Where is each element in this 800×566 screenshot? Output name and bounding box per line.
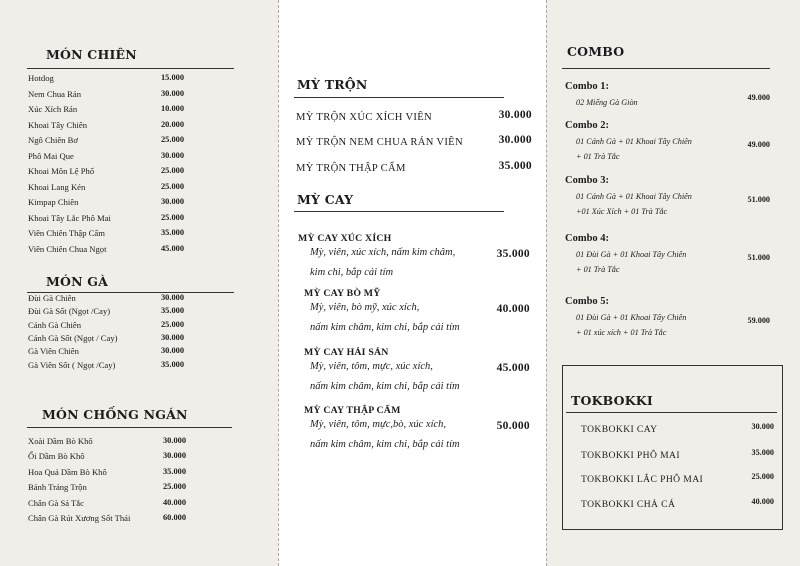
menu-item-price: 50.000 (496, 420, 530, 432)
combo-description: 01 Cánh Gà + 01 Khoai Tây Chiên (576, 137, 692, 146)
combo-name: Combo 4: (565, 233, 610, 244)
section-title-mon-ga: MÓN GÀ (46, 274, 109, 289)
menu-item-name: Nem Chua Rán (28, 88, 81, 99)
menu-item-price: 35.000 (160, 359, 184, 369)
menu-item-name: Chân Gà Sả Tắc (28, 497, 84, 508)
section-rule (294, 211, 504, 212)
menu-item-name: TOKBOKKI PHÔ MAI (581, 450, 680, 461)
menu-item-name: MỲ TRỘN THẬP CẨM (296, 163, 406, 174)
menu-item-price: 25.000 (751, 472, 774, 481)
menu-item-description: nấm kim châm, kim chi, bắp cải tím (310, 381, 460, 392)
combo-description: 01 Cánh Gà + 01 Khoai Tây Chiên (576, 192, 692, 201)
section-rule (27, 427, 232, 428)
menu-item-description: nấm kim châm, kim chi, bắp cải tím (310, 439, 460, 450)
section-rule (566, 412, 777, 413)
menu-item-price: 35.000 (162, 466, 186, 476)
menu-item-name: Khoai Tây Lắc Phô Mai (28, 212, 111, 223)
menu-item-price: 10.000 (160, 104, 184, 113)
combo-description: 01 Đùi Gà + 01 Khoai Tây Chiên (576, 250, 687, 259)
menu-item-price: 30.000 (162, 436, 186, 445)
menu-item-description: kim chi, bắp cải tím (310, 267, 394, 278)
menu-item-name: TOKBOKKI LẮC PHÔ MAI (581, 474, 704, 485)
menu-item-price: 40.000 (496, 303, 530, 315)
combo-price: 51.000 (747, 195, 770, 204)
combo-description: + 01 xúc xích + 01 Trà Tắc (576, 328, 667, 337)
menu-item-name: Xúc Xích Rán (28, 104, 78, 114)
section-title-mon-chien: MÓN CHIÊN (46, 47, 137, 62)
menu-item-name: Viên Chiên Chua Ngọt (28, 243, 107, 254)
combo-price: 49.000 (747, 140, 770, 149)
menu-item-name: Khoai Môn Lệ Phố (28, 166, 95, 176)
menu-item-name: Bánh Tráng Trộn (28, 482, 87, 493)
combo-description: + 01 Trà Tắc (576, 265, 620, 274)
section-title-my-cay: MỲ CAY (297, 192, 354, 207)
menu-item-description: Mỳ, viên, tôm, mực,bò, xúc xích, (310, 419, 447, 430)
menu-item-price: 30.000 (160, 332, 184, 342)
menu-item-name: MỲ CAY THẬP CẨM (304, 405, 401, 416)
menu-item-price: 25.000 (160, 135, 184, 144)
combo-description: +01 Xúc Xích + 01 Trà Tắc (576, 207, 668, 216)
menu-item-price: 35.000 (160, 306, 184, 316)
menu-item-price: 30.000 (160, 293, 184, 302)
menu-item-name: TOKBOKKI CHẢ CÁ (581, 499, 676, 510)
menu-item-price: 25.000 (160, 212, 184, 222)
combo-name: Combo 3: (565, 175, 610, 186)
menu-item-price: 35.000 (160, 228, 184, 237)
menu-item-price: 30.000 (162, 451, 186, 461)
combo-price: 59.000 (747, 316, 770, 325)
fold-line-right (546, 0, 547, 566)
menu-item-name: Gà Viên Chiên (28, 346, 79, 357)
menu-item-name: Khoai Tây Chiên (28, 119, 88, 130)
left-panel (0, 0, 278, 566)
menu-item-name: Cánh Gà Sốt (Ngọt / Cay) (28, 332, 118, 343)
menu-item-name: Ổi Dầm Bò Khô (28, 451, 85, 462)
menu-item-description: Mỳ, viên, tôm, mực, xúc xích, (310, 361, 433, 372)
section-rule (562, 68, 770, 69)
combo-description: 02 Miếng Gà Giòn (576, 98, 638, 107)
menu-item-price: 30.000 (160, 346, 184, 356)
menu-item-name: Ngô Chiên Bơ (28, 135, 78, 145)
menu-item-name: Đùi Gà Chiên (28, 293, 76, 303)
menu-item-price: 25.000 (160, 166, 184, 175)
menu-item-price: 60.000 (162, 513, 186, 522)
menu-item-price: 45.000 (496, 362, 530, 374)
combo-description: + 01 Trà Tắc (576, 152, 620, 161)
menu-item-name: Phô Mai Que (28, 150, 74, 161)
menu-item-price: 30.000 (751, 422, 774, 431)
menu-item-name: MỲ CAY XÚC XÍCH (298, 233, 392, 244)
menu-item-price: 30.000 (160, 88, 184, 98)
section-title-mon-chong-ngan: MÓN CHỐNG NGÁN (42, 407, 188, 422)
menu-item-name: Hotdog (28, 73, 54, 83)
menu-item-price: 40.000 (162, 497, 186, 507)
menu-item-price: 30.000 (160, 197, 184, 206)
menu-item-description: Mỳ, viên, bò mỹ, xúc xích, (310, 302, 420, 313)
combo-description: 01 Đùi Gà + 01 Khoai Tây Chiên (576, 313, 687, 322)
menu-item-price: 35.000 (751, 448, 774, 457)
section-rule (294, 97, 504, 98)
menu-item-name: MỲ CAY HẢI SẢN (304, 347, 389, 358)
combo-name: Combo 1: (565, 81, 610, 92)
menu-item-name: Viên Chiên Thập Cẩm (28, 228, 105, 238)
section-title-my-tron: MỲ TRỘN (297, 77, 368, 92)
menu-item-name: Đùi Gà Sốt (Ngọt /Cay) (28, 306, 111, 317)
menu-item-price: 45.000 (160, 243, 184, 253)
menu-item-price: 20.000 (160, 119, 184, 129)
menu-item-price: 30.000 (498, 109, 532, 121)
menu-item-price: 30.000 (160, 150, 184, 160)
menu-item-name: Kimpap Chiên (28, 197, 79, 207)
menu-item-name: TOKBOKKI CAY (581, 424, 658, 435)
menu-item-name: MỲ TRỘN XÚC XÍCH VIÊN (296, 112, 432, 123)
menu-item-name: MỲ CAY BÒ MỸ (304, 288, 381, 299)
menu-item-name: Khoai Lang Kén (28, 181, 86, 192)
menu-item-name: Hoa Quả Dầm Bò Khô (28, 466, 107, 477)
fold-line-left (278, 0, 279, 566)
menu-item-description: Mỳ, viên, xúc xích, nấm kim châm, (310, 247, 456, 258)
menu-item-price: 25.000 (162, 482, 186, 492)
menu-item-price: 25.000 (160, 181, 184, 191)
menu-item-price: 35.000 (498, 160, 532, 172)
combo-name: Combo 5: (565, 296, 610, 307)
menu-item-price: 40.000 (751, 497, 774, 506)
menu-item-name: Cánh Gà Chiên (28, 319, 81, 330)
section-rule (27, 68, 234, 69)
menu-item-name: Gà Viên Sốt ( Ngọt /Cay) (28, 359, 116, 370)
menu-item-name: Chân Gà Rút Xương Sốt Thái (28, 513, 131, 523)
combo-name: Combo 2: (565, 120, 610, 131)
menu-item-price: 25.000 (160, 319, 184, 329)
menu-item-description: nấm kim châm, kim chi, bắp cải tím (310, 322, 460, 333)
menu-item-price: 35.000 (496, 248, 530, 260)
menu-item-name: MỲ TRỘN NEM CHUA RÁN VIÊN (296, 137, 463, 148)
section-title-tokbokki: TOKBOKKI (571, 393, 653, 408)
menu-item-price: 30.000 (498, 134, 532, 146)
menu-item-price: 15.000 (160, 73, 184, 82)
menu-item-name: Xoài Dầm Bò Khô (28, 436, 93, 446)
combo-price: 49.000 (747, 93, 770, 102)
combo-price: 51.000 (747, 253, 770, 262)
section-title-combo: COMBO (567, 44, 625, 59)
